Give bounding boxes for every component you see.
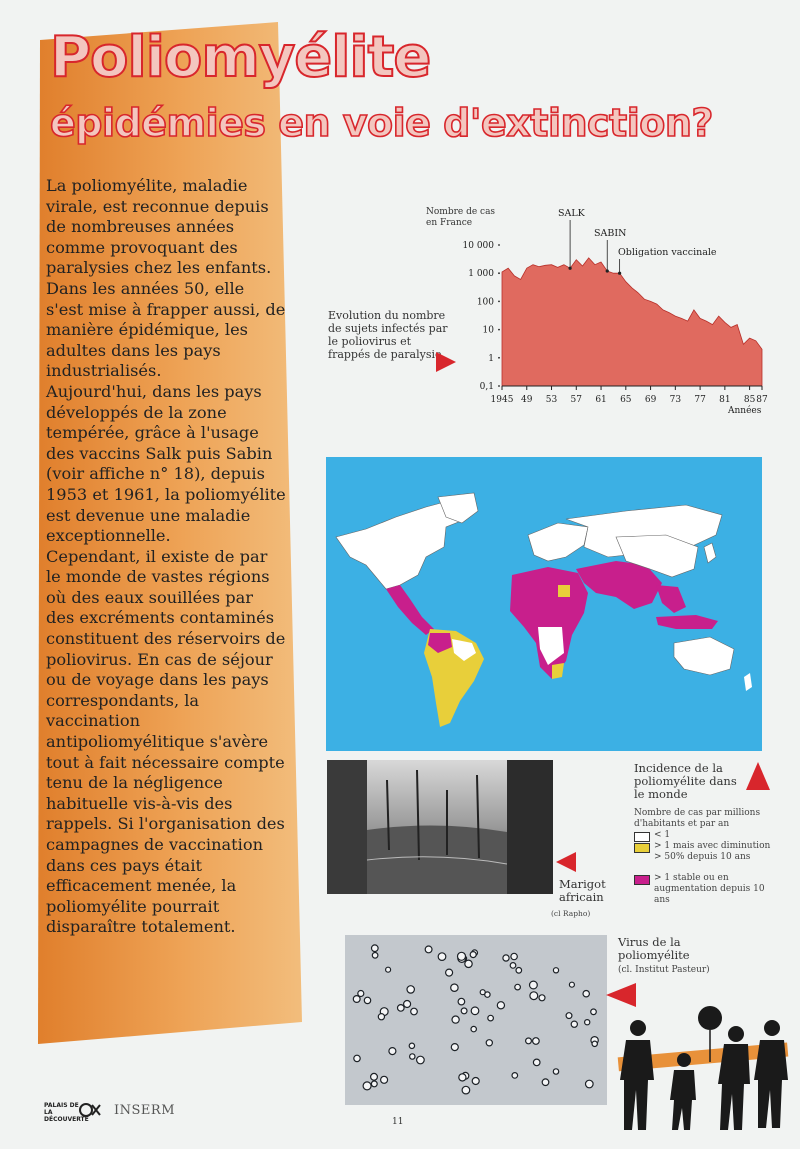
- x-tick-label: 57: [570, 395, 583, 405]
- virus-caption: Virus de la poliomyélite: [618, 935, 690, 962]
- virus-particle: [446, 969, 453, 976]
- virus-particle: [512, 1073, 518, 1079]
- x-tick-label: 1945: [490, 395, 514, 405]
- chart-caption: Evolution du nombre de sujets infectés par le poliovirus et frappés de paralysie.: [328, 309, 448, 361]
- y-tick-dot: [498, 357, 500, 359]
- virus-particle: [583, 991, 589, 997]
- y-tick-label: 10: [482, 325, 494, 336]
- annotation-label: SABIN: [594, 228, 627, 239]
- map-indonesia: [656, 615, 718, 629]
- virus-particle: [480, 990, 485, 995]
- virus-particle: [497, 1002, 504, 1009]
- marsh-photo: [327, 760, 553, 894]
- map-caption: Incidence de la poliomyélite dans le monde: [634, 761, 737, 801]
- virus-particle: [398, 1005, 405, 1012]
- chart-pointer-icon: [436, 352, 456, 372]
- x-tick-label: 87: [756, 395, 768, 405]
- y-tick-label: 100: [476, 297, 494, 308]
- virus-particle: [472, 1078, 479, 1085]
- y-tick-label: 0,1: [479, 382, 494, 392]
- virus-particle: [462, 1086, 470, 1094]
- virus-particle: [571, 1021, 577, 1027]
- virus-particle: [386, 967, 391, 972]
- virus-particle: [465, 960, 472, 967]
- virus-particle: [372, 953, 378, 959]
- map-pointer-icon: [746, 762, 770, 790]
- virus-particle: [371, 1073, 378, 1080]
- x-tick-label: 49: [521, 395, 533, 405]
- virus-particle: [542, 1079, 549, 1086]
- virus-particle: [452, 1016, 459, 1023]
- virus-particle: [451, 984, 458, 991]
- x-axis-label: Années: [728, 406, 762, 416]
- palais-logo-text: PALAIS DE LA DÉCOUVERTE: [44, 1102, 89, 1123]
- world-map: [326, 457, 762, 751]
- map-africa-yellow: [558, 585, 570, 597]
- virus-particle: [451, 1044, 458, 1051]
- virus-particle: [409, 1043, 414, 1048]
- map-new-zealand: [744, 673, 752, 691]
- virus-particle: [458, 952, 466, 960]
- virus-particle: [404, 1001, 411, 1008]
- y-tick-dot: [498, 329, 500, 331]
- virus-particle: [486, 1040, 492, 1046]
- virus-particle: [533, 1038, 540, 1045]
- x-tick-label: 65: [620, 395, 632, 405]
- virus-particle: [354, 1055, 360, 1061]
- body-paragraph: Aujourd'hui, dans les pays développés de la zone tempérée, grâce à l'usage des vaccins Salk puis Sabin (voir affiche n° 18), depuis 1953 et 1961, la poliomyélite est devenue une maladie exceptionnelle.: [46, 381, 286, 546]
- virus-particle: [585, 1020, 590, 1025]
- legend-label: < 1: [654, 830, 671, 840]
- virus-particle: [389, 1048, 396, 1055]
- virus-particle: [516, 968, 522, 974]
- annotation-label: SALK: [558, 208, 585, 219]
- body-paragraph: Dans les années 50, elle s'est mise à frapper aussi, de manière épidémique, les adultes dans les pays industrialisés.: [46, 278, 286, 381]
- y-tick-dot: [498, 244, 500, 246]
- virus-particle: [353, 996, 360, 1003]
- annotation-dot: [606, 269, 609, 272]
- virus-particle: [378, 1014, 384, 1020]
- virus-particle: [459, 1074, 466, 1081]
- virus-micrograph: [345, 935, 607, 1105]
- annotation-label: Obligation vaccinale: [618, 247, 717, 258]
- virus-particle: [539, 995, 545, 1001]
- legend-swatch-yellow: [634, 843, 650, 853]
- y-axis-label: en France: [426, 218, 473, 228]
- annotation-dot: [618, 272, 621, 275]
- x-tick-label: 73: [669, 395, 682, 405]
- body-paragraph: Cependant, il existe de par le monde de vastes régions où des eaux souillées par des excréments contaminés constituent des réservoirs de poliovirus. En cas de séjour ou de voyage dans les pays correspondants, la vaccination antipoliomyélitique s'avère tout à fait nécessaire compte tenu de la négligence habituelle vis-à-vis des rappels. Si l'organisation des campagnes de vaccination dans ces pays était efficacement menée, la poliomyélite pourrait disparaître totalement.: [46, 546, 286, 937]
- virus-credit: (cl. Institut Pasteur): [618, 965, 710, 975]
- virus-particle: [511, 953, 517, 959]
- map-legend-title: Nombre de cas par millions d'habitants et par an: [634, 808, 761, 829]
- virus-particle: [553, 1069, 558, 1074]
- silhouette-figures: [612, 1000, 800, 1135]
- virus-particle: [407, 986, 414, 993]
- virus-particle: [488, 1015, 494, 1021]
- page-number: 11: [392, 1117, 404, 1127]
- virus-particle: [458, 998, 465, 1005]
- inserm-logo: INSERM: [114, 1103, 176, 1118]
- world-map-drawing: [326, 457, 762, 751]
- map-europe: [528, 523, 588, 561]
- virus-particle: [471, 1007, 479, 1015]
- virus-particle: [410, 1054, 415, 1059]
- y-tick-label: 1: [488, 353, 494, 364]
- virus-particle: [515, 984, 521, 990]
- virus-particle: [471, 1026, 476, 1031]
- y-tick-label: 1 000: [468, 269, 494, 280]
- page-title: Poliomyélite: [50, 25, 431, 90]
- map-africa-south-yellow: [552, 663, 564, 679]
- page-subtitle: épidémies en voie d'extinction?: [50, 101, 713, 145]
- virus-particle: [372, 945, 379, 952]
- y-tick-label: 10 000: [462, 241, 494, 251]
- legend-swatch-white: [634, 832, 650, 842]
- y-tick-dot: [498, 272, 500, 274]
- map-australia: [674, 637, 734, 675]
- x-tick-label: 61: [595, 395, 607, 405]
- virus-particle: [569, 982, 574, 987]
- marsh-pointer-icon: [556, 852, 576, 872]
- virus-particle: [530, 992, 538, 1000]
- chart-area: [502, 258, 762, 386]
- virus-particle: [364, 997, 370, 1003]
- x-tick-label: 69: [644, 395, 657, 405]
- virus-particle: [592, 1041, 597, 1046]
- y-tick-dot: [498, 301, 500, 303]
- virus-particle: [503, 955, 509, 961]
- virus-particle: [425, 946, 432, 953]
- virus-particle: [533, 1059, 540, 1066]
- marsh-caption: Marigot africain: [559, 877, 606, 904]
- marsh-credit: (cl Rapho): [551, 909, 591, 918]
- virus-particle: [591, 1009, 597, 1015]
- x-tick-label: 53: [545, 395, 558, 405]
- annotation-dot: [568, 267, 571, 270]
- legend-swatch-magenta: [634, 875, 650, 885]
- virus-particle: [461, 1008, 467, 1014]
- legend-label: > 1 mais avec diminution > 50% depuis 10 ans: [654, 841, 771, 862]
- virus-particle: [371, 1081, 377, 1087]
- map-central-america: [386, 585, 434, 635]
- virus-particle: [381, 1076, 388, 1083]
- x-tick-label: 81: [719, 395, 731, 405]
- x-tick-label: 85: [743, 395, 756, 405]
- virus-particle: [510, 963, 516, 969]
- map-japan: [704, 543, 716, 563]
- legend-label: > 1 stable ou en augmentation depuis 10 ans: [654, 873, 765, 905]
- virus-particle: [553, 968, 558, 973]
- virus-particle: [586, 1080, 594, 1088]
- x-tick-label: 77: [694, 395, 706, 405]
- virus-particle: [530, 981, 538, 989]
- y-axis-label: Nombre de cas: [426, 207, 496, 217]
- y-tick-dot: [498, 385, 500, 387]
- body-paragraph: La poliomyélite, maladie virale, est reconnue depuis de nombreuses années comme provoquant des paralysies chez les enfants.: [46, 176, 272, 278]
- polio-cases-chart: [420, 200, 770, 425]
- virus-particle: [566, 1013, 572, 1019]
- virus-particle: [526, 1038, 532, 1044]
- marsh-photo-image: [327, 760, 553, 894]
- virus-particle: [363, 1082, 371, 1090]
- virus-particle: [470, 952, 476, 958]
- virus-particle: [438, 953, 446, 961]
- virus-particle: [417, 1056, 425, 1064]
- virus-micrograph-image: [345, 935, 607, 1105]
- virus-particle: [411, 1008, 418, 1015]
- map-southeast-asia: [656, 585, 686, 613]
- body-text: [46, 176, 286, 938]
